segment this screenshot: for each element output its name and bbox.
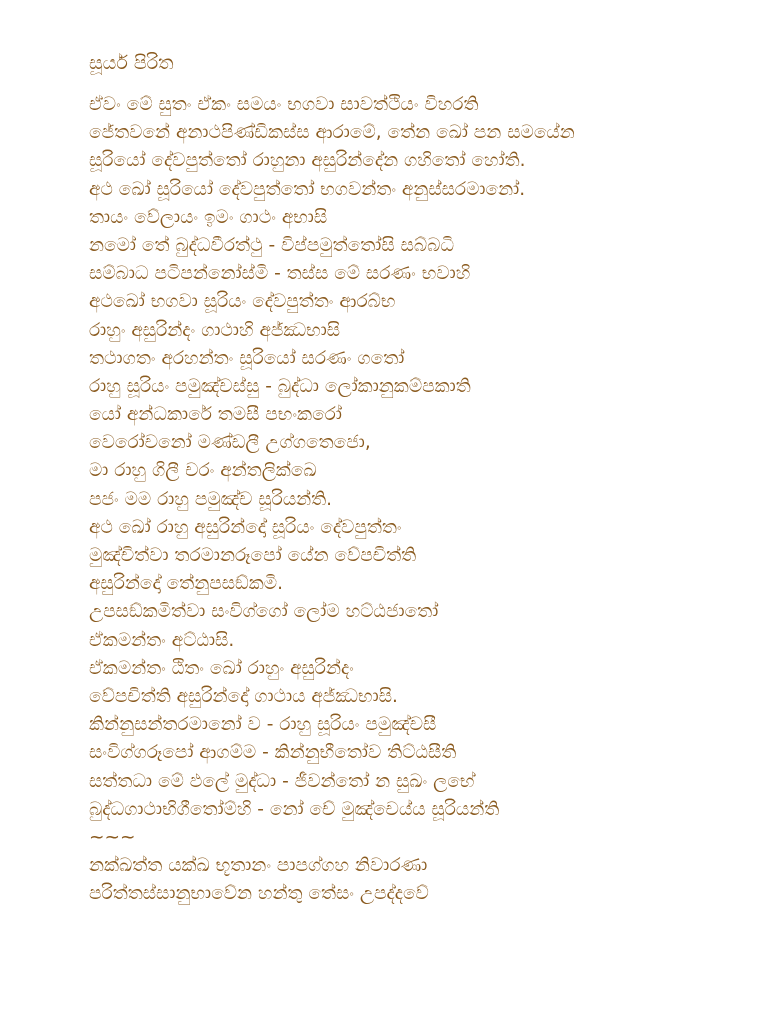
verse-line: ඒවං මේ සුතං ඒකං සමයං භගවා සාවත්ථියං විහරති <box>89 94 479 115</box>
verse-line: මුඤ්චිත්වා තරමානරූපෝ යේන වේපචිත්ති <box>89 545 417 566</box>
verse-line: මා රාහු ගිලී චරං අන්තලික්ඛෙ <box>89 460 317 482</box>
verse-line: පජං මම රාහු පමුඤ්ච සූරියන්ති. <box>89 488 333 510</box>
verse-line: සත්තධා මේ ඵලේ මුද්ධා - ජීවන්තෝ න සුඛං ලභේ <box>89 770 475 792</box>
verse-line: කින්නුසන්තරමානෝ ව - රාහු සූරියං පමුඤ්චසී <box>89 714 437 736</box>
verse-line: තායං වේලායං ඉමං ගාථං අභාසි <box>89 206 328 228</box>
verse-line: ජේතවනේ අනාථපිණ්ඩිකස්ස ආරාමේ, තේන ඛෝ පන සමයේන <box>89 122 575 144</box>
verse-line: උපසඞ්කමිත්වා සංවිග්ගෝ ලෝම හට්ඨජාතෝ <box>89 601 439 623</box>
verse-line: පරිත්තස්සානුභාවේන හන්තු තේසං උපද්දවේ <box>89 883 429 905</box>
verse-line: අසුරින්දෝ තේනුපසඞ්කමි. <box>89 573 283 595</box>
verse-line: බුද්ධගාථාභිගීතෝම්හි - නෝ චේ මුඤ්චෙය්ය සූරියන්ති <box>89 798 500 820</box>
verse-line: වේපචිත්ති අසුරින්දෝ ගාථාය අජ්ඣභාසි. <box>89 685 398 707</box>
verse-line: සම්බාධ පටිපන්නෝස්මි - තස්ස මේ සරණං භවාහි <box>89 263 471 285</box>
verse-line: වෙරෝචනෝ මණ්ඩලී උග්ගතෙජො, <box>89 432 371 454</box>
verse-line: අථ ඛෝ රාහු අසුරින්දෝ සූරියං දේවපුත්තං <box>89 516 402 538</box>
verse-line: රාහුං අසුරින්දං ගාථාහි අජ්ඣභාසි <box>89 319 341 341</box>
verse-line: අථඛෝ භගවා සූරියං දේවපුත්තං ආරබ්භ <box>89 291 396 313</box>
verse-line: සූරියෝ දේවපුත්තෝ රාහුනා අසුරින්දේන ගහිතෝ හෝති. <box>89 150 526 172</box>
verse-line: සංවිග්ගරූපෝ ආගම්ම - කින්නුභීතෝව තිට්ඨසීති <box>89 742 457 764</box>
verse-line: ඒකමන්තං ඨිතං ඛෝ රාහුං අසුරින්දං <box>89 657 354 679</box>
verse-line: තථාගතං අරහන්තං සූරියෝ සරණං ගතෝ <box>89 347 405 369</box>
section-divider: ~~~ <box>89 826 136 848</box>
verse-line: යෝ අන්ධකාරේ තමසී පභංකරෝ <box>89 404 342 426</box>
page-title: සූර්ය පිරිත <box>89 52 174 74</box>
verse-line: නමෝ තේ බුද්ධවීරත්ථු - විප්පමුත්තෝසි සබ්බධි <box>89 234 455 256</box>
verse-text-block <box>89 91 729 908</box>
verse-line: අථ ඛෝ සූරියෝ දේවපුත්තෝ භගවන්තං අනුස්සරමානෝ. <box>89 178 526 200</box>
verse-line: ඒකමන්තං අට්ඨාසි. <box>89 629 235 651</box>
verse-line: නක්ඛත්ත යක්ඛ භූතානං පාපග්ගහ නිවාරණා <box>89 855 428 877</box>
verse-line: රාහු සූරියං පමුඤ්චස්සු - බුද්ධා ලෝකානුකම්පකාති <box>89 375 471 397</box>
